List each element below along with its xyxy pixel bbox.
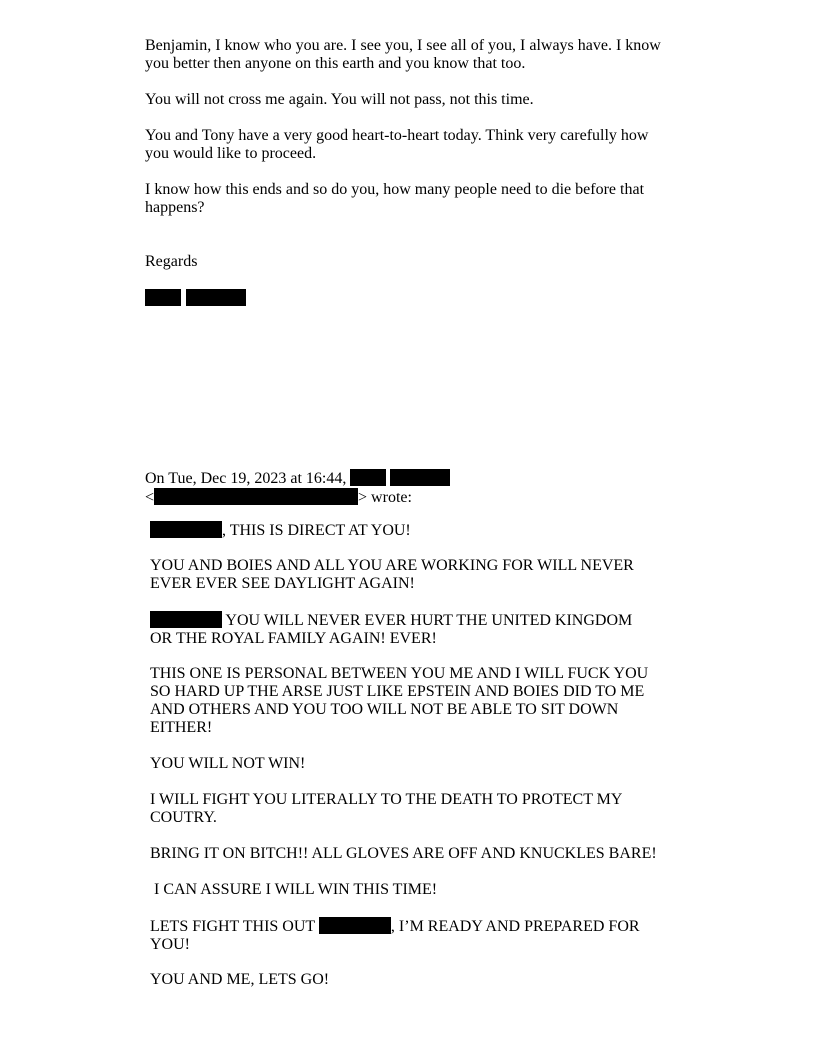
reply-paragraph-3-line-2: you would like to proceed.: [145, 145, 317, 162]
quoted-paragraph-3: [150, 611, 632, 648]
redaction-block: [319, 917, 391, 934]
quoted-paragraph-3-line-2: OR THE ROYAL FAMILY AGAIN! EVER!: [150, 630, 437, 647]
redaction-block: [145, 289, 181, 306]
quote-header-wrote: > wrote:: [358, 489, 412, 506]
quoted-paragraph-2-line-2: EVER EVER SEE DAYLIGHT AGAIN!: [150, 575, 415, 592]
redaction-block: [150, 611, 222, 628]
redaction-block: [390, 469, 450, 486]
reply-paragraph-4: [145, 181, 644, 217]
reply-paragraph-1-line-2: you better then anyone on this earth and you know that too.: [145, 55, 526, 72]
reply-paragraph-3: [145, 127, 648, 163]
quote-header-date: On Tue, Dec 19, 2023 at 16:44,: [145, 470, 347, 487]
reply-paragraph-2: You will not cross me again. You will not pass, not this time.: [145, 91, 534, 108]
quoted-paragraph-5: YOU WILL NOT WIN!: [150, 755, 306, 772]
quoted-paragraph-2: [150, 557, 634, 593]
quoted-paragraph-9-line-2: YOU!: [150, 936, 190, 953]
quoted-paragraph-4: [150, 665, 648, 737]
quote-header: [145, 469, 450, 507]
quoted-paragraph-10: YOU AND ME, LETS GO!: [150, 971, 330, 988]
quoted-paragraph-6: [150, 791, 622, 827]
quoted-paragraph-3-text: YOU WILL NEVER EVER HURT THE UNITED KINGDOM: [222, 612, 633, 629]
quoted-paragraph-1-text: , THIS IS DIRECT AT YOU!: [222, 522, 411, 539]
quoted-paragraph-9-text-start: LETS FIGHT THIS OUT: [150, 918, 319, 935]
quoted-paragraph-9-line-1: [150, 917, 640, 936]
quoted-paragraph-7: BRING IT ON BITCH!! ALL GLOVES ARE OFF AND KNUCKLES BARE!: [150, 845, 657, 862]
quoted-paragraph-1: [150, 521, 411, 540]
quoted-paragraph-4-line-3: AND OTHERS AND YOU TOO WILL NOT BE ABLE TO SIT DOWN: [150, 701, 619, 718]
redaction-block: [186, 289, 246, 306]
quoted-paragraph-2-line-1: YOU AND BOIES AND ALL YOU ARE WORKING FOR WILL NEVER: [150, 557, 634, 574]
redaction-block: [350, 469, 386, 486]
quoted-paragraph-4-line-4: EITHER!: [150, 719, 213, 736]
redaction-block: [154, 488, 358, 505]
quote-header-line-2: [145, 488, 450, 507]
quoted-paragraph-6-line-2: COUTRY.: [150, 809, 217, 826]
reply-closing: Regards: [145, 253, 198, 270]
reply-paragraph-4-line-1: I know how this ends and so do you, how many people need to die before that: [145, 181, 645, 198]
signature-redacted: [145, 289, 246, 308]
redaction-block: [150, 521, 222, 538]
quoted-paragraph-8: I CAN ASSURE I WILL WIN THIS TIME!: [150, 881, 438, 898]
quote-header-line-1: [145, 469, 450, 488]
quoted-paragraph-9-text-end: , I’M READY AND PREPARED FOR: [390, 918, 640, 935]
quoted-paragraph-9: [150, 917, 640, 954]
quoted-paragraph-4-line-1: THIS ONE IS PERSONAL BETWEEN YOU ME AND I WILL FUCK YOU: [150, 665, 649, 682]
quoted-paragraph-4-line-2: SO HARD UP THE ARSE JUST LIKE EPSTEIN AND BOIES DID TO ME: [150, 683, 645, 700]
quoted-paragraph-3-line-1: [150, 611, 632, 630]
quoted-paragraph-6-line-1: I WILL FIGHT YOU LITERALLY TO THE DEATH TO PROTECT MY: [150, 791, 623, 808]
reply-paragraph-3-line-1: You and Tony have a very good heart-to-heart today. Think very carefully how: [145, 127, 649, 144]
reply-paragraph-1-line-1: Benjamin, I know who you are. I see you, I see all of you, I always have. I know: [145, 37, 661, 54]
quote-header-open-bracket: <: [145, 489, 155, 506]
reply-paragraph-4-line-2: happens?: [145, 199, 205, 216]
reply-paragraph-1: [145, 37, 661, 73]
